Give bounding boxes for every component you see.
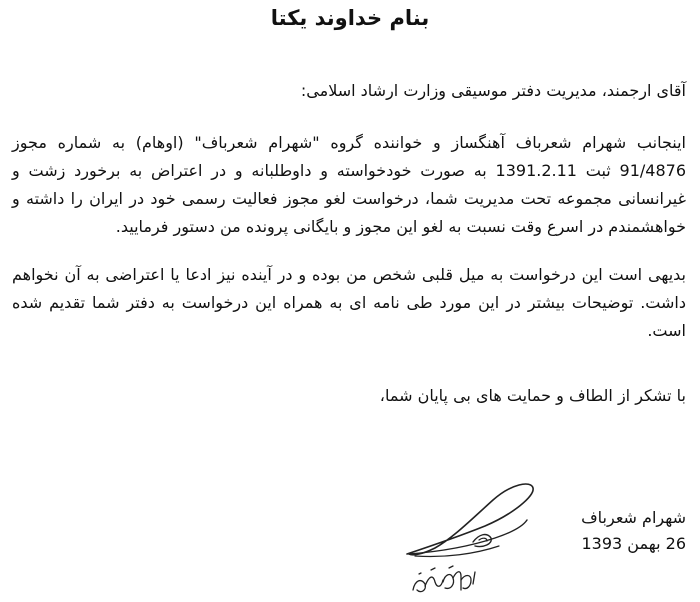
letter-salutation: آقای ارجمند، مدیریت دفتر موسیقی وزارت ارشاد اسلامی: [300,81,686,100]
letter-closing-thanks: با تشکر از الطاف و حمایت های بی پایان شما، [379,386,686,405]
signer-name: شهرام شعرباف [581,508,686,527]
signature-block [395,478,700,602]
letter-paragraph-1: اینجانب شهرام شعرباف آهنگساز و خواننده گروه "شهرام شعرباف" (اوهام) به شماره مجوز 91/4876 ثبت 1391.2.11 به صورت خودخواسته و داوطلبانه و در اعتراض به برخورد زشت و غیرانسانی مجموعه تحت مدیریت شما، درخواست لغو مجوز فعالیت رسمی خود در ایران را داشته و خواهشمندم در اسرع وقت نسبت به لغو این مجوز و بایگانی پرونده من دستور فرمایید. [12,133,687,236]
handwritten-signature [395,478,565,602]
letter-paragraph-2: بدیهی است این درخواست به میل قلبی شخص من بوده و در آینده نیز ادعا یا اعتراضی به آن نخواهم داشت. توضیحات بیشتر در این مورد طی نامه ای به همراه این درخواست به دفتر شما تقدیم شده است. [12,265,686,340]
letter-title: بنام خداوند یکتا [270,6,430,30]
letter-date: 26 بهمن 1393 [581,534,686,553]
